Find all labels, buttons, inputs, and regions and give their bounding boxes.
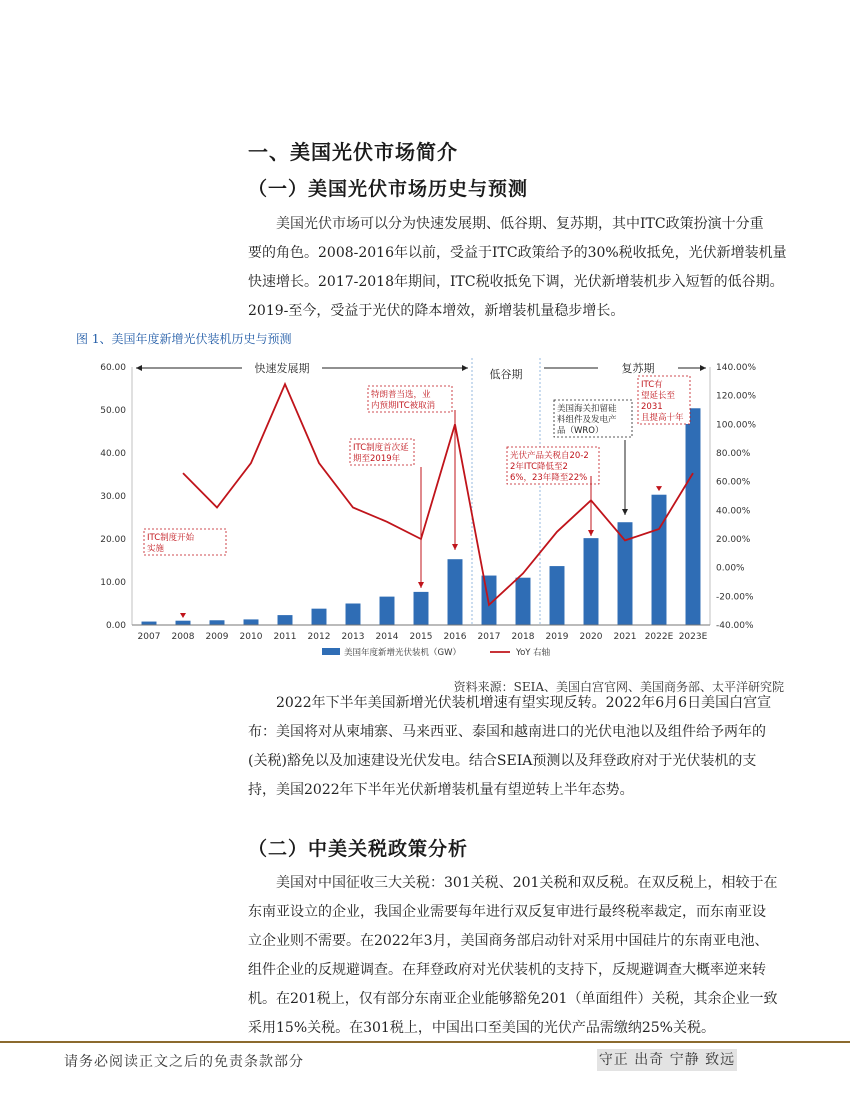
arrow-2016-head (452, 544, 458, 550)
x-tick-label: 2018 (511, 632, 535, 642)
x-tick-label: 2017 (477, 632, 501, 642)
bar-2012 (312, 609, 327, 625)
y-right-tick-label: 80.00% (716, 449, 751, 459)
x-tick-label: 2022E (644, 632, 674, 642)
paragraph-line: 2022年下半年美国新增光伏装机增速有望实现反转。2022年6月6日美国白宫宣 (276, 695, 772, 711)
footer-divider (0, 1041, 850, 1043)
paragraph-line: 机。在201税上，仅有部分东南亚企业能够豁免201（单面组件）关税，其余企业一致 (248, 991, 778, 1007)
x-tick-label: 2020 (579, 632, 603, 642)
paragraph-line: 2019-至今，受益于光伏的降本增效，新增装机量稳步增长。 (248, 303, 625, 319)
x-tick-label: 2021 (613, 632, 637, 642)
y-right-tick-label: 120.00% (716, 391, 757, 402)
period-arrow-head (700, 365, 706, 371)
figure-source: 资料来源：SEIA、美国白宫官网、美国商务部、太平洋研究院 (453, 680, 784, 694)
x-tick-label: 2013 (341, 632, 365, 642)
x-tick-label: 2011 (273, 632, 297, 642)
y-right-tick-label: 60.00% (716, 477, 751, 488)
period-arrow-head (462, 365, 468, 371)
annotation-trump-text: 内预期ITC被取消 (371, 401, 436, 411)
paragraph-line: 快速增长。2017-2018年期间，ITC税收抵免下调，光伏新增装机步入短暂的低谷期。 (248, 274, 784, 290)
marker-2022E (656, 486, 662, 491)
annotation-itc-outlook-text: ITC有 (641, 380, 663, 390)
annotation-itc-reduction-text: 6%，23年降至22% (510, 473, 588, 483)
period-label-recovery: 复苏期 (621, 362, 655, 375)
paragraph-tariff-analysis (248, 869, 788, 1043)
bar-2008 (176, 621, 191, 625)
x-tick-label: 2014 (375, 632, 399, 642)
y-right-tick-label: 0.00% (716, 563, 745, 574)
paragraph-line: 东南亚设立的企业，我国企业需要每年进行双反复审进行最终税率裁定，而东南亚设 (248, 904, 766, 920)
annotation-itc-extension-text: 期至2019年 (353, 454, 401, 464)
y-left-tick-label: 0.00 (105, 621, 126, 631)
period-label-fast: 快速发展期 (254, 362, 310, 375)
paragraph-line: 布：美国将对从柬埔寨、马来西亚、泰国和越南进口的光伏电池以及组件给予两年的 (248, 724, 766, 740)
y-right-tick-label: 40.00% (716, 506, 751, 517)
annotation-wro-text: 品（WRO） (557, 426, 604, 436)
annotation-itc-outlook-text: 2031 (641, 402, 663, 412)
arrow-2015-head (418, 582, 424, 588)
footer-motto: 守正 出奇 宁静 致远 (597, 1049, 737, 1071)
section-heading-1: 一、美国光伏市场简介 (248, 140, 458, 164)
bar-2014 (380, 597, 395, 625)
x-tick-label: 2007 (137, 632, 161, 642)
paragraph-line: (关税)豁免以及加速建设光伏发电。结合SEIA预测以及拜登政府对于光伏装机的支 (248, 753, 757, 769)
x-tick-label: 2008 (171, 632, 195, 642)
bar-2016 (448, 559, 463, 625)
arrow-2021-head (622, 509, 628, 515)
bar-2020 (584, 538, 599, 625)
y-right-tick-label: 20.00% (716, 535, 751, 545)
paragraph-second-half-outlook (248, 689, 788, 805)
annotation-wro-text: 美国海关扣留硅 (557, 404, 617, 414)
x-tick-label: 2023E (678, 632, 708, 642)
legend-bar-swatch (322, 648, 340, 655)
paragraph-line: 采用15%关税。在301税上，中国出口至美国的光伏产品需缴纳25%关税。 (248, 1020, 715, 1036)
legend-line-label: YoY 右轴 (516, 648, 551, 658)
bar-2023E (686, 408, 701, 625)
annotation-trump-text: 特朗普当选，业 (371, 390, 431, 400)
annotation-itc-outlook-text: 且提高十年 (641, 413, 684, 423)
footer-disclaimer: 请务必阅读正文之后的免责条款部分 (64, 1054, 304, 1070)
y-right-tick-label: 100.00% (716, 420, 757, 431)
bar-2010 (244, 619, 259, 625)
legend-bar-label: 美国年度新增光伏装机（GW） (344, 648, 461, 658)
y-left-tick-label: 50.00 (100, 406, 126, 416)
annotation-itc-reduction-text: 2年ITC降低至2 (510, 462, 568, 472)
bar-2019 (550, 566, 565, 625)
annotation-itc-extension-text: ITC制度首次延 (353, 443, 409, 453)
bar-2013 (346, 604, 361, 626)
paragraph-line: 立企业则不需要。在2022年3月，美国商务部启动针对采用中国硅片的东南亚电池、 (248, 933, 769, 949)
bar-2011 (278, 615, 293, 625)
period-label-trough: 低谷期 (489, 368, 523, 381)
subsection-heading-tariffs: （二）中美关税政策分析 (248, 838, 469, 860)
x-tick-label: 2012 (307, 632, 331, 642)
y-right-tick-label: -40.00% (716, 621, 754, 631)
bar-2009 (210, 620, 225, 625)
figure-caption: 图 1、美国年度新增光伏装机历史与预测 (76, 332, 292, 346)
bar-2018 (516, 578, 531, 625)
annotation-wro-text: 料组件及发电产 (557, 415, 617, 425)
subsection-heading-history: （一）美国光伏市场历史与预测 (248, 178, 529, 200)
paragraph-line: 要的角色。2008-2016年以前，受益于ITC政策给予的30%税收抵免，光伏新增装机量 (248, 245, 787, 261)
x-tick-label: 2010 (239, 632, 263, 642)
arrow-2020-head (588, 530, 594, 536)
annotation-itc-outlook-text: 望延长至 (641, 391, 676, 401)
bar-2022E (652, 495, 667, 625)
bar-2021 (618, 522, 633, 625)
x-tick-label: 2009 (205, 632, 229, 642)
bar-2007 (142, 622, 157, 625)
bar-2015 (414, 592, 429, 625)
x-tick-label: 2015 (409, 632, 433, 642)
y-left-tick-label: 40.00 (100, 449, 126, 459)
annotation-itc-reduction-text: 光伏产品关税自20-2 (510, 451, 589, 461)
y-left-tick-label: 60.00 (100, 363, 126, 373)
pv-installations-chart (70, 352, 790, 674)
x-tick-label: 2016 (443, 632, 467, 642)
paragraph-line: 持，美国2022年下半年光伏新增装机量有望逆转上半年态势。 (248, 782, 634, 798)
paragraph-market-history (248, 210, 788, 326)
marker-2008 (180, 613, 186, 618)
y-right-tick-label: -20.00% (716, 592, 754, 603)
y-right-tick-label: 140.00% (716, 363, 757, 373)
x-tick-label: 2019 (545, 632, 569, 642)
period-arrow-head (136, 365, 142, 371)
paragraph-line: 美国对中国征收三大关税：301关税、201关税和双反税。在双反税上，相较于在 (276, 875, 778, 891)
y-left-tick-label: 10.00 (100, 578, 126, 588)
annotation-itc-start-text: ITC制度开始 (147, 533, 195, 543)
paragraph-line: 美国光伏市场可以分为快速发展期、低谷期、复苏期，其中ITC政策扮演十分重 (276, 216, 764, 232)
y-left-tick-label: 30.00 (100, 492, 126, 502)
y-left-tick-label: 20.00 (100, 535, 126, 545)
paragraph-line: 组件企业的反规避调查。在拜登政府对光伏装机的支持下，反规避调查大概率逆来转 (248, 962, 766, 978)
annotation-itc-start-text: 实施 (147, 544, 165, 554)
